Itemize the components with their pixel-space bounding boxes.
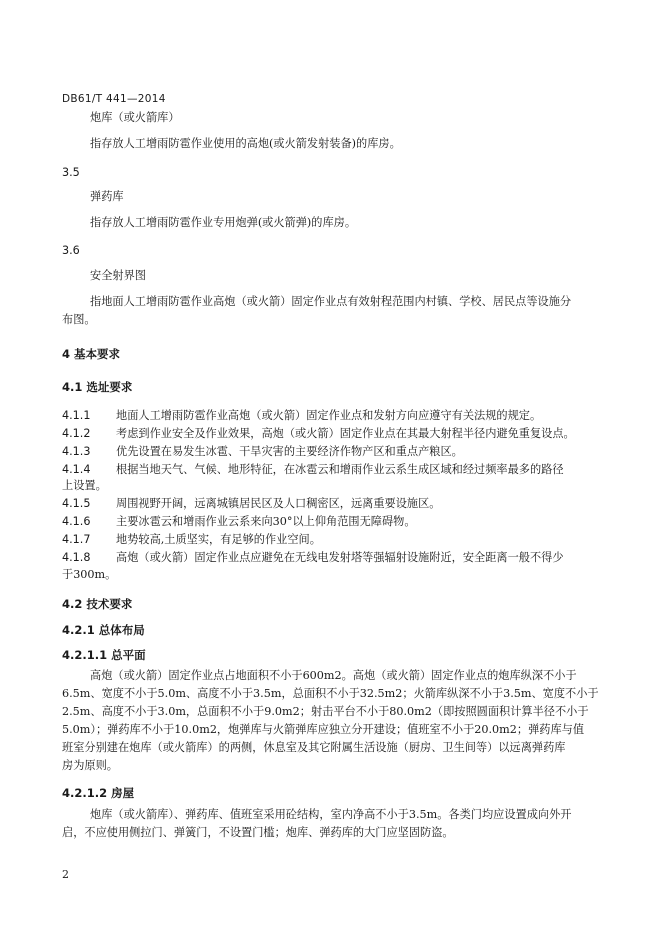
clause-text: 考虑到作业安全及作业效果，高炮（或火箭）固定作业点在其最大射程半径内避免重复设点。 [116, 427, 575, 440]
paragraph-line: 6.5m、宽度不小于5.0m、高度不小于3.5m，总面积不小于32.5m2；火箭库纵深不小于3.5m、宽度不小于 [62, 687, 599, 700]
paragraph-line: 班室分别建在炮库（或火箭库）的两侧，休息室及其它附属生活设施（厨房、卫生间等）以远离弹药库 [62, 741, 566, 754]
clause-text: 优先设置在易发生冰雹、干旱灾害的主要经济作物产区和重点产粮区。 [116, 445, 463, 458]
clause-text: 高炮（或火箭）固定作业点应避免在无线电发射塔等强辐射设施附近，安全距离一般不得少 [116, 551, 564, 564]
clause-number: 3.6 [62, 244, 80, 257]
paragraph-line: 高炮（或火箭）固定作业点占地面积不小于600m2。高炮（或火箭）固定作业点的炮库纵深不小于 [90, 669, 577, 682]
paragraph-line: 2.5m、高度不小于3.0m，总面积不小于9.0m2；射击平台不小于80.0m2（即按照圆面积计算半径不小于 [62, 705, 589, 718]
paragraph-line: 炮库（或火箭库）、弹药库、值班室采用砼结构，室内净高不小于3.5m。各类门均应设置成向外开 [90, 808, 572, 821]
doc-code-header: DB61/T 441—2014 [62, 93, 166, 105]
subsection-heading: 4.2 技术要求 [62, 597, 133, 611]
clause-text: 根据当地天气、气候、地形特征，在冰雹云和增雨作业云系生成区域和经过频率最多的路径 [116, 463, 564, 476]
clause-text: 地面人工增雨防雹作业高炮（或火箭）固定作业点和发射方向应遵守有关法规的规定。 [116, 409, 542, 422]
clause-text-cont: 于300m。 [62, 568, 117, 581]
clause-number: 4.1.4 [62, 463, 91, 476]
clause-number: 4.1.1 [62, 409, 91, 422]
subsection-heading: 4.2.1.2 房屋 [62, 786, 135, 800]
subsection-heading: 4.2.1.1 总平面 [62, 648, 146, 662]
term-title: 弹药库 [90, 190, 124, 203]
clause-number: 4.1.3 [62, 445, 91, 458]
term-title: 炮库（或火箭库） [90, 111, 180, 124]
paragraph-line: 房为原则。 [62, 759, 118, 772]
clause-number: 3.5 [62, 166, 80, 179]
term-definition: 指地面人工增雨防雹作业高炮（或火箭）固定作业点有效射程范围内村镇、学校、居民点等设施分 [90, 295, 572, 308]
clause-number: 4.1.5 [62, 497, 91, 510]
term-definition: 指存放人工增雨防雹作业使用的高炮(或火箭发射装备)的库房。 [90, 137, 401, 150]
paragraph-line: 5.0m）；弹药库不小于10.0m2，炮弹库与火箭弹库应独立分开建设；值班室不小于20.0m2；弹药库与值 [62, 723, 585, 736]
term-definition-cont: 布图。 [62, 313, 96, 326]
clause-text: 主要冰雹云和增雨作业云系来向30°以上仰角范围无障碍物。 [116, 515, 416, 528]
clause-text-cont: 上设置。 [62, 479, 107, 492]
clause-number: 4.1.7 [62, 533, 91, 546]
clause-text: 周围视野开阔，远离城镇居民区及人口稠密区，远离重要设施区。 [116, 497, 441, 510]
subsection-heading: 4.2.1 总体布局 [62, 623, 145, 637]
subsection-heading: 4.1 选址要求 [62, 380, 133, 394]
page-number: 2 [62, 868, 69, 881]
clause-number: 4.1.8 [62, 551, 91, 564]
clause-number: 4.1.6 [62, 515, 91, 528]
clause-text: 地势较高,土质坚实，有足够的作业空间。 [116, 533, 321, 546]
term-title: 安全射界图 [90, 269, 146, 282]
paragraph-line: 启，不应使用侧拉门、弹簧门，不设置门槛；炮库、弹药库的大门应坚固防盗。 [62, 826, 454, 839]
clause-number: 4.1.2 [62, 427, 91, 440]
section-heading: 4 基本要求 [62, 347, 121, 361]
term-definition: 指存放人工增雨防雹作业专用炮弹(或火箭弹)的库房。 [90, 216, 357, 229]
